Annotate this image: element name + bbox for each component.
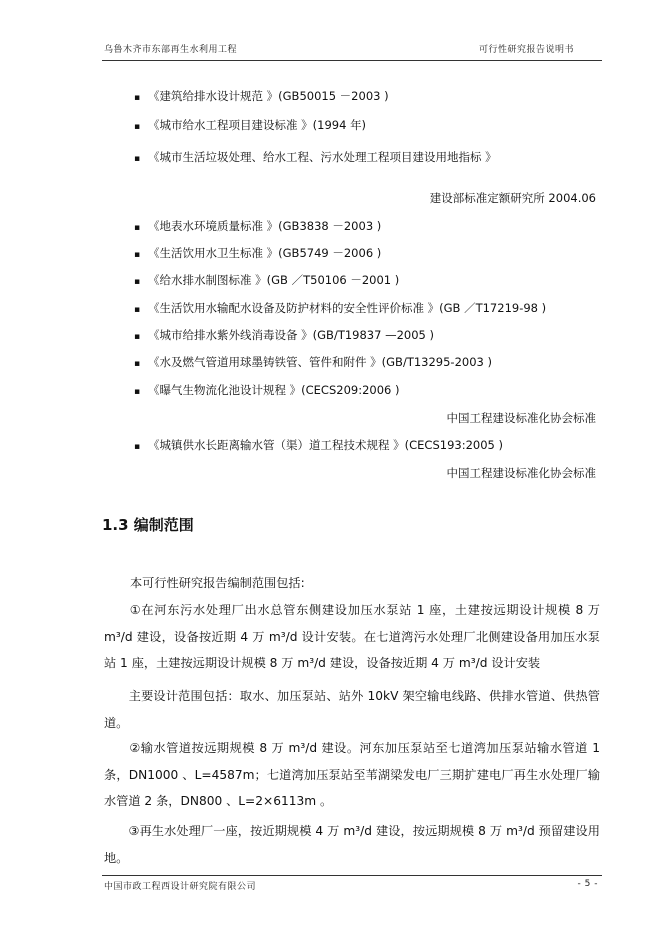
- scope-paragraph-2: 主要设计范围包括：取水、加压泵站、站外 10kV 架空输电线路、供排水管道、供热管道。: [104, 689, 600, 730]
- section-heading: 1.3 编制范围: [102, 516, 194, 534]
- bullet-icon: ▪: [134, 359, 141, 369]
- reference-item: ▪ 《生活饮用水输配水设备及防护材料的安全性评价标准 》(GB ／T17219-98 ): [134, 301, 547, 315]
- bullet-icon: ▪: [134, 305, 141, 315]
- bullet-icon: ▪: [134, 250, 141, 260]
- scope-paragraph-4: ③再生水处理厂一座，按近期规模 4 万 m³/d 建设，按远期规模 8 万 m³/d 预留建设用地。: [104, 824, 600, 865]
- section-intro: 本可行性研究报告编制范围包括:: [130, 576, 305, 590]
- reference-item: ▪ 《给水排水制图标准 》(GB ／T50106 －2001 ): [134, 273, 400, 287]
- bullet-icon: ▪: [134, 122, 141, 132]
- footer-rule: [102, 875, 602, 876]
- reference-attribution: 建设部标准定额研究所 2004.06: [429, 191, 596, 205]
- bullet-icon: ▪: [134, 93, 141, 103]
- bullet-icon: ▪: [134, 154, 141, 164]
- scope-paragraph-1: ①在河东污水处理厂出水总管东侧建设加压水泵站 1 座，土建按远期设计规模 8 万 m³/d 建设，设备按近期 4 万 m³/d 设计安装。在七道湾污水处理厂北侧建设备用加压水泵站 1 座，土建按远期设计规模 8 万 m³/d 建设，设备按近期 4 万 m³/d 设计安装: [104, 603, 600, 670]
- reference-item: ▪ 《城镇供水长距离输水管（渠）道工程技术规程 》(CECS193:2005 ): [134, 438, 503, 452]
- header-document-type: 可行性研究报告说明书: [478, 45, 574, 55]
- page-number: - 5 -: [577, 879, 598, 889]
- bullet-icon: ▪: [134, 277, 141, 287]
- reference-item: ▪ 《城市给水工程项目建设标准 》(1994 年): [134, 118, 367, 132]
- header-project-title: 乌鲁木齐市东部再生水利用工程: [104, 45, 238, 55]
- footer-company: 中国市政工程西设计研究院有限公司: [104, 882, 257, 892]
- reference-attribution: 中国工程建设标准化协会标准: [446, 411, 596, 425]
- reference-item: ▪ 《建筑给排水设计规范 》(GB50015 －2003 ): [134, 89, 389, 103]
- reference-attribution: 中国工程建设标准化协会标准: [446, 466, 596, 480]
- header-rule: [102, 60, 602, 61]
- bullet-icon: ▪: [134, 442, 141, 452]
- reference-item: ▪ 《生活饮用水卫生标准 》(GB5749 －2006 ): [134, 246, 382, 260]
- scope-paragraph-3: ②输水管道按远期规模 8 万 m³/d 建设。河东加压泵站至七道湾加压泵站输水管道 1 条，DN1000 、L=4587m；七道湾加压泵站至苇湖梁发电厂三期扩建电厂再生水处理厂输水管道 2 条，DN800 、L=2×6113m 。: [104, 741, 600, 808]
- reference-item: ▪ 《水及燃气管道用球墨铸铁管、管件和附件 》(GB/T13295-2003 ): [134, 355, 492, 369]
- reference-item: ▪ 《地表水环境质量标准 》(GB3838 －2003 ): [134, 219, 382, 233]
- reference-item: ▪ 《城市生活垃圾处理、给水工程、污水处理工程项目建设用地指标 》: [134, 150, 497, 164]
- bullet-icon: ▪: [134, 387, 141, 397]
- bullet-icon: ▪: [134, 223, 141, 233]
- bullet-icon: ▪: [134, 332, 141, 342]
- reference-item: ▪ 《曝气生物流化池设计规程 》(CECS209:2006 ): [134, 383, 400, 397]
- reference-item: ▪ 《城市给排水紫外线消毒设备 》(GB/T19837 —2005 ): [134, 328, 434, 342]
